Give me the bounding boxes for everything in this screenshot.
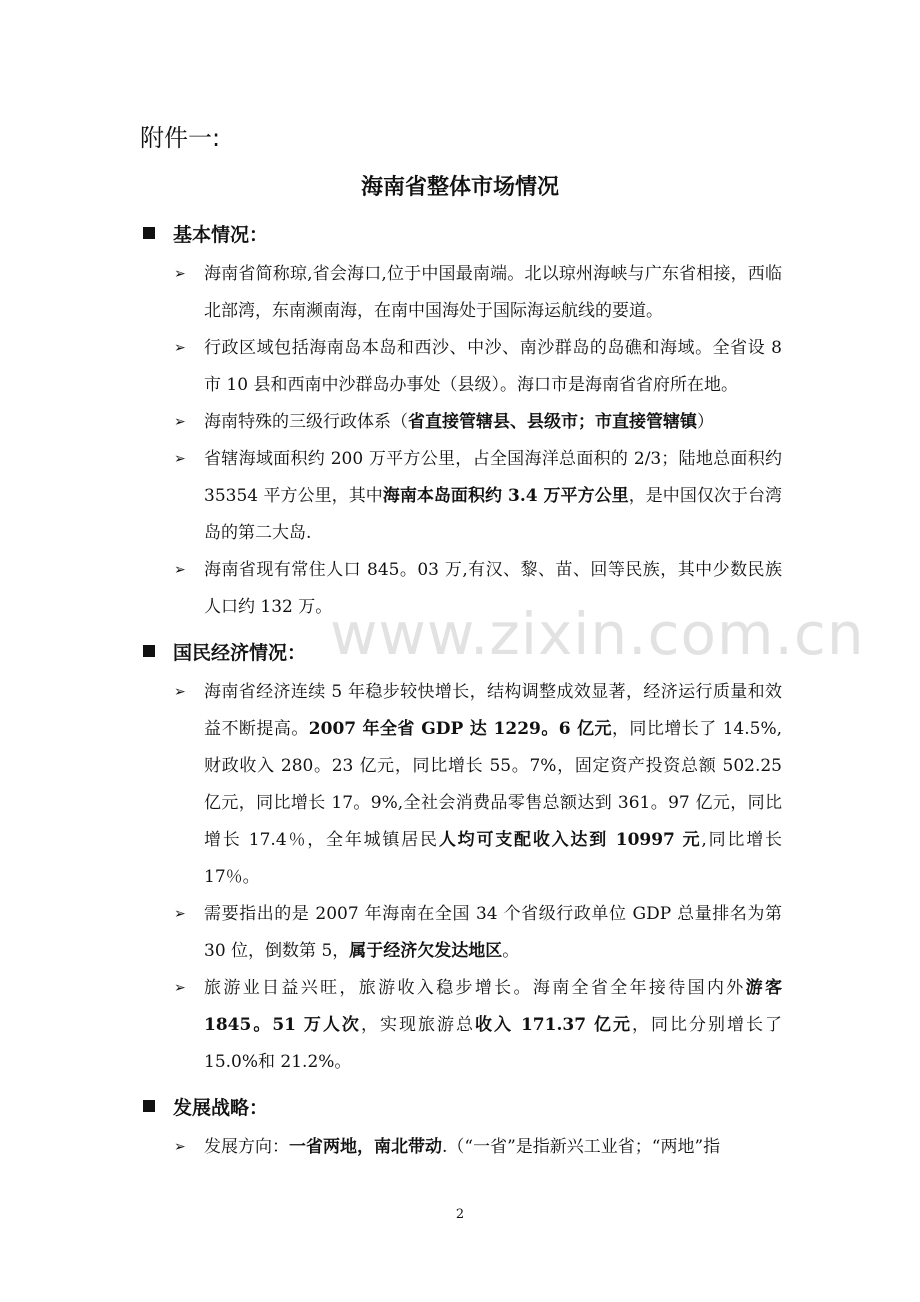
text-segment: 发展方向：	[204, 1137, 289, 1157]
section	[140, 216, 790, 634]
section-heading	[140, 1089, 790, 1123]
text-segment: 需要指出的是 2007 年海南在全国 34 个省级行政单位 GDP 总量排名为第 30 位，倒数第 5，	[204, 904, 782, 961]
section-heading-text: 基本情况：	[173, 223, 269, 246]
section-heading-text: 国民经济情况：	[173, 641, 307, 664]
arrow-bullet-icon: ➢	[174, 562, 186, 578]
text-segment: 。	[502, 941, 520, 961]
list-item	[140, 896, 782, 970]
text-segment: 行政区域包括海南岛本岛和西沙、中沙、南沙群岛的岛礁和海域。全省设 8 市 10 县和西南中沙群岛办事处（县级）。海口市是海南省省府所在地。	[204, 338, 782, 395]
text-segment: 海南省经济连续 5 年稳步较快增长，结构调整成效显著，经济运行质量和效益不断提高。	[204, 682, 782, 739]
square-bullet-icon	[143, 1100, 155, 1112]
emphasized-text: 属于经济欠发达地区	[349, 941, 503, 961]
arrow-bullet-icon: ➢	[174, 451, 186, 467]
section-heading	[140, 216, 790, 250]
section	[140, 1089, 790, 1174]
emphasized-text: 2007 年全省 GDP 达 1229。6 亿元	[308, 719, 612, 739]
section	[140, 634, 790, 1089]
emphasized-text: 海南本岛面积约 3.4 万平方公里	[382, 486, 629, 506]
list-item	[140, 674, 782, 896]
watermark: www.zixin.com.cn	[330, 600, 865, 668]
square-bullet-icon	[143, 227, 155, 239]
text-segment: .（“一省”是指新兴工业省；“两地”指	[442, 1137, 721, 1157]
text-segment: ）	[697, 412, 714, 432]
list-item	[140, 330, 782, 404]
emphasized-text: 游客 1845。51 万人次	[204, 978, 783, 1035]
arrow-bullet-icon: ➢	[174, 414, 186, 430]
emphasized-text: 省直接管辖县、县级市；市直接管辖镇	[408, 412, 697, 432]
attachment-label: 附件一:	[140, 124, 221, 152]
section-heading	[140, 634, 790, 668]
section-heading-text: 发展战略：	[173, 1096, 269, 1119]
text-segment: 海南省简称琼,省会海口,位于中国最南端。北以琼州海峡与广东省相接，西临北部湾，东南濒南海，在南中国海处于国际海运航线的要道。	[204, 264, 782, 321]
emphasized-text: 一省两地，南北带动	[289, 1137, 442, 1157]
list-item	[140, 441, 782, 552]
text-segment: 海南特殊的三级行政体系（	[204, 412, 408, 432]
emphasized-text: 收入 171.37 亿元	[475, 1015, 632, 1035]
text-segment: ，同比增长了 14.5%,财政收入 280。23 亿元，同比增长 55。7%，固定资产投资总额 502.25 亿元，同比增长 17。9%,全社会消费品零售总额达到 361。97 亿元，同比增长 17.4％，全年城镇居民	[204, 719, 783, 850]
emphasized-text: 人均可支配收入达到 10997 元	[438, 830, 702, 850]
text-segment: 海南省现有常住人口 845。03 万,有汉、黎、苗、回等民族，其中少数民族人口约 132 万。	[204, 560, 782, 617]
document-title: 海南省整体市场情况	[360, 175, 559, 200]
arrow-bullet-icon: ➢	[174, 980, 186, 996]
text-segment: ，同比分别增长了 15.0%和 21.2%。	[204, 1015, 783, 1072]
arrow-bullet-icon: ➢	[174, 266, 186, 282]
list-item	[140, 404, 782, 441]
arrow-bullet-icon: ➢	[174, 340, 186, 356]
text-segment: 省辖海域面积约 200 万平方公里，占全国海洋总面积的 2/3；陆地总面积约 35354 平方公里，其中	[204, 449, 782, 506]
text-segment: 旅游业日益兴旺，旅游收入稳步增长。海南全省全年接待国内外	[204, 978, 746, 998]
list-item	[140, 970, 782, 1081]
list-item	[140, 256, 782, 330]
text-segment: ，实现旅游总	[360, 1015, 476, 1035]
arrow-bullet-icon: ➢	[174, 906, 186, 922]
document-body	[140, 216, 790, 1174]
text-segment: ,同比增长 17％。	[204, 830, 783, 887]
list-item	[140, 552, 782, 626]
list-item	[140, 1129, 782, 1166]
square-bullet-icon	[143, 645, 155, 657]
arrow-bullet-icon: ➢	[174, 1139, 186, 1155]
text-segment: ，是中国仅次于台湾岛的第二大岛.	[204, 486, 783, 543]
page-number: 2	[455, 1207, 465, 1222]
arrow-bullet-icon: ➢	[174, 684, 186, 700]
